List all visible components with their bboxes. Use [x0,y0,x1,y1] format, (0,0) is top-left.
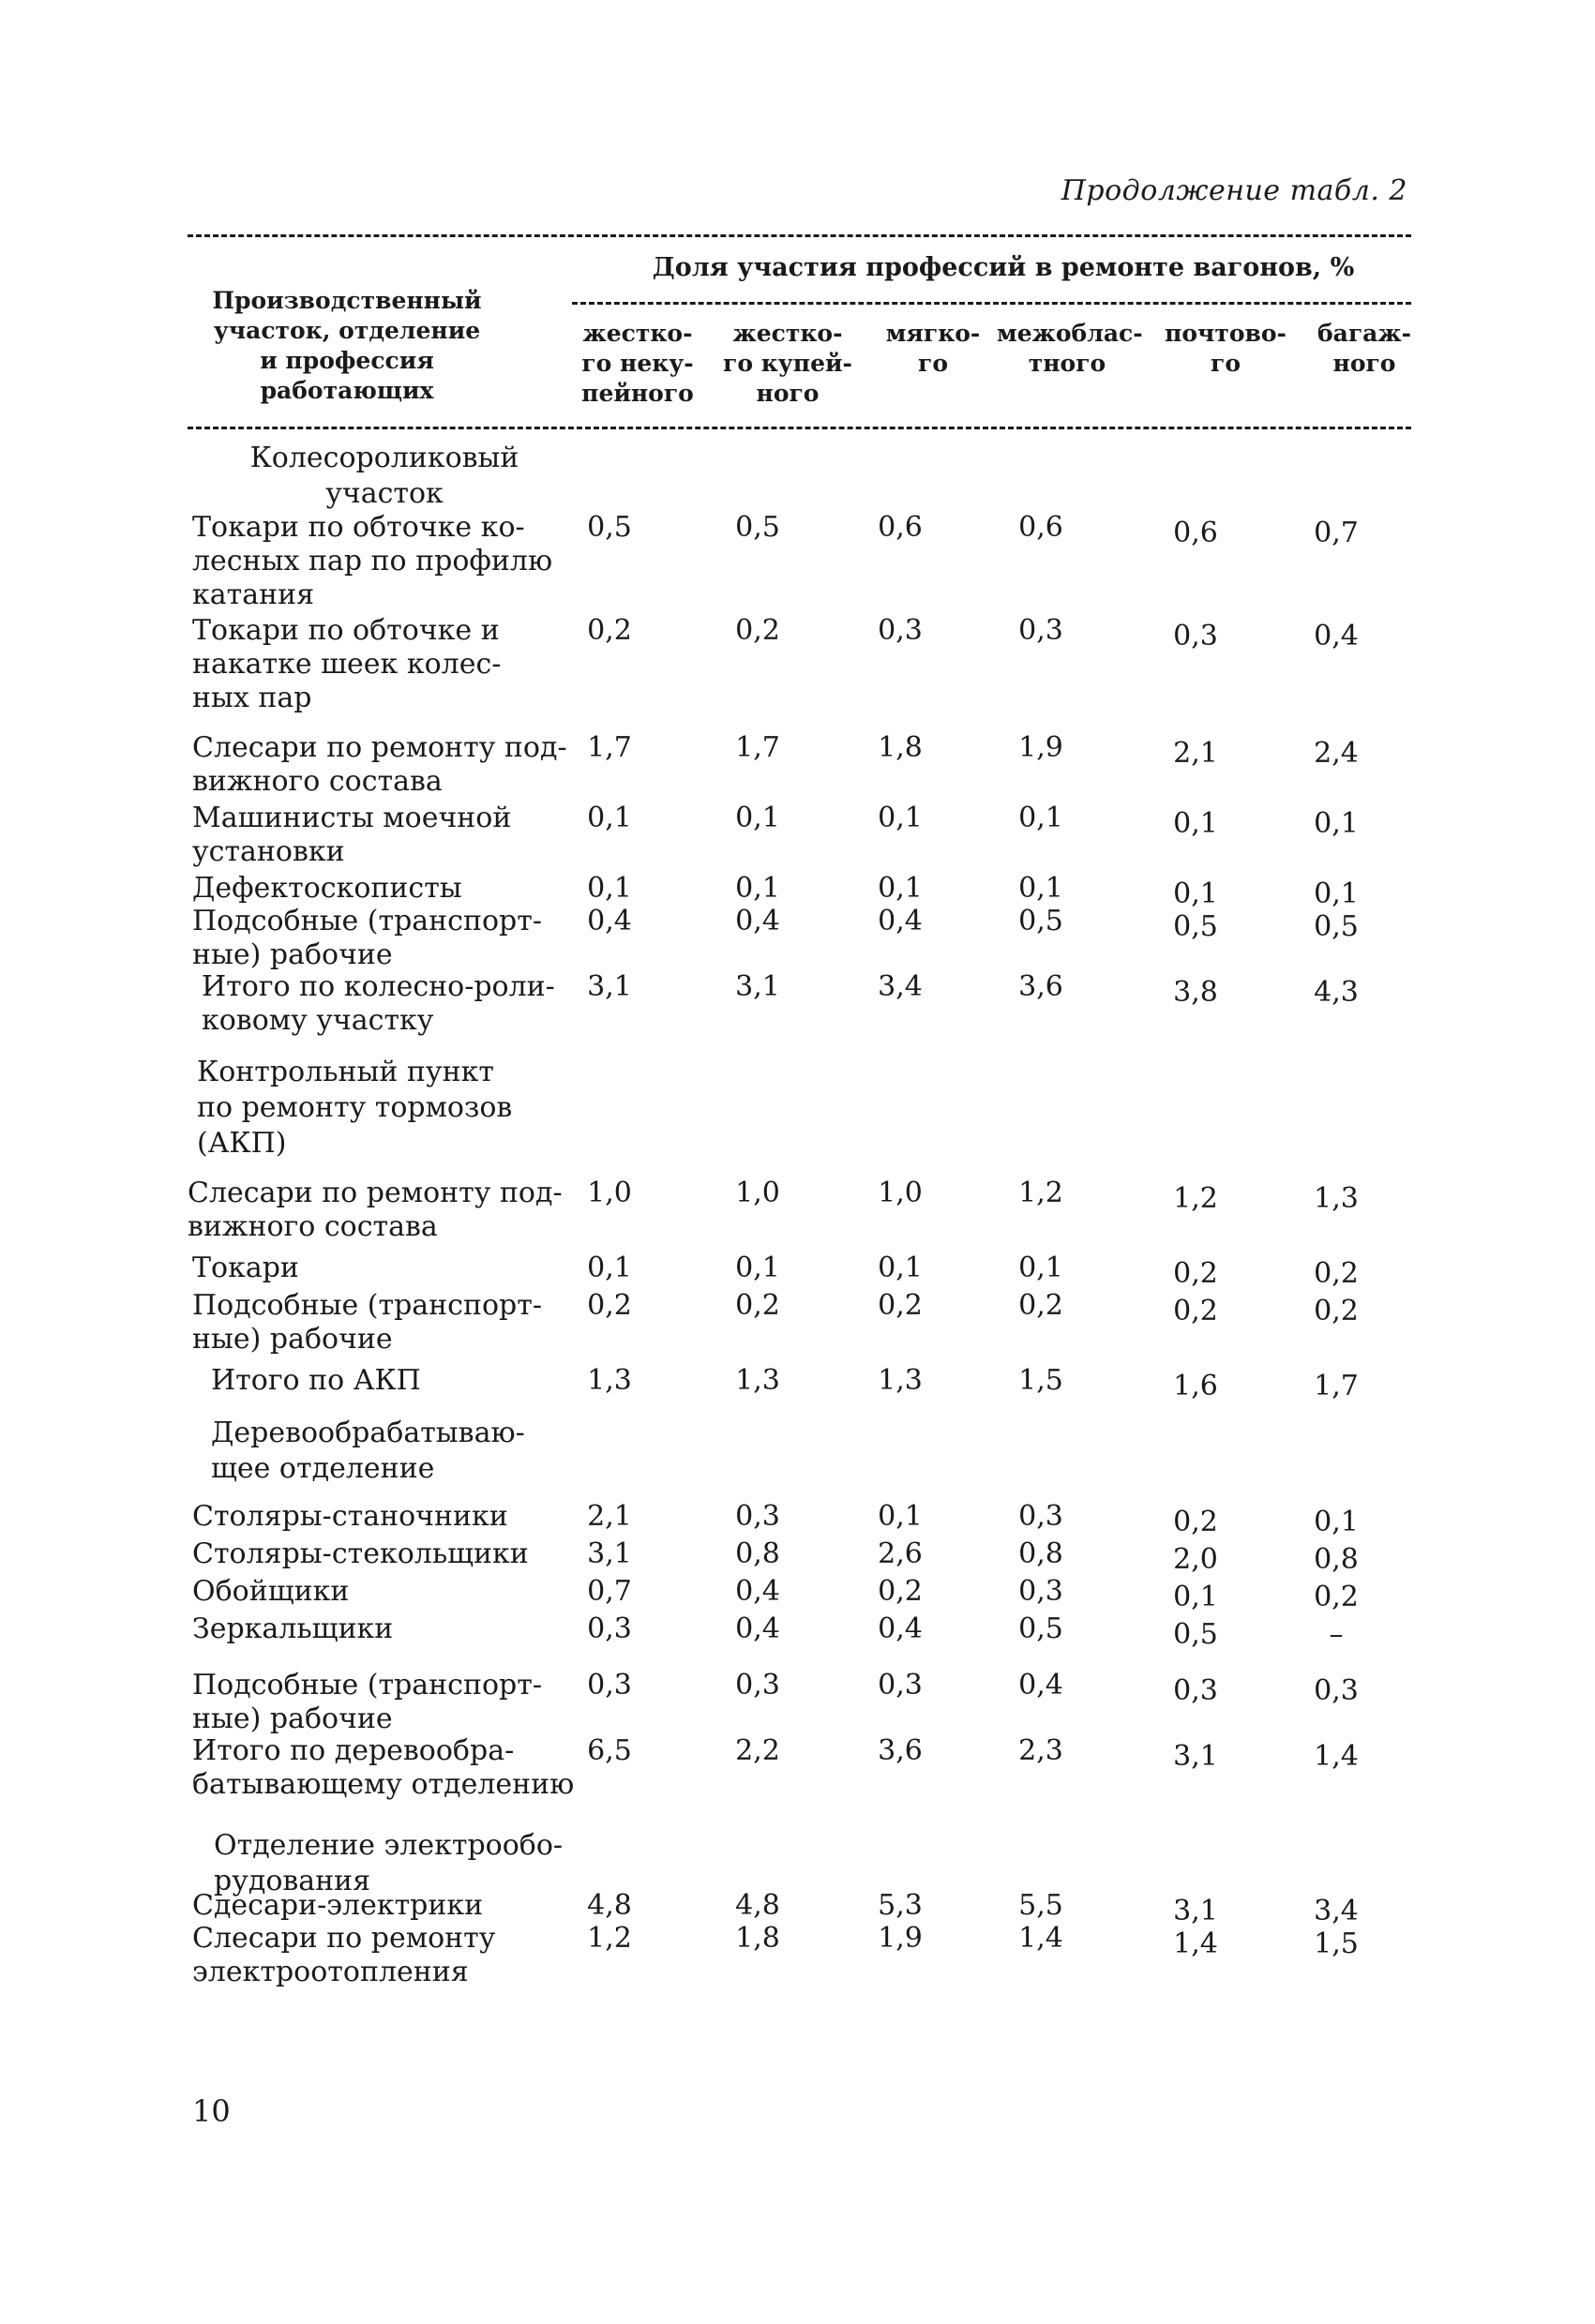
table-cell: 0,1 [878,872,923,905]
table-cell: 1,2 [587,1922,632,1955]
section-title: Деревообрабатываю- щее отделение [211,1417,525,1485]
table-cell: 0,2 [587,1289,632,1322]
table-cell: 0,1 [878,1500,923,1533]
table-cell: 1,8 [735,1922,780,1955]
table-cell: 1,7 [735,731,780,764]
table-cell: 4,8 [735,1889,780,1922]
table-cell: 0,1 [878,1252,923,1284]
table-cell: 1,4 [1173,1927,1218,1960]
table-cell: 1,0 [878,1177,923,1209]
table-cell: 0,4 [878,1612,923,1645]
table-cell: 2,6 [878,1537,923,1570]
table-cell: 4,3 [1314,976,1359,1009]
table-cell: 0,8 [1314,1543,1359,1576]
table-cell: 4,8 [587,1889,632,1922]
table-cell: 0,2 [1173,1295,1218,1327]
table-cell: 0,8 [1018,1537,1063,1570]
table-cell: 0,5 [1314,910,1359,943]
row-label: Слесари по ремонту электроотопления [192,1922,496,1988]
table-cell: 2,1 [1173,737,1218,770]
row-label: Итого по деревообра- батывающему отделению [192,1734,575,1801]
table-cell: 0,3 [878,614,923,647]
table-cell: 0,2 [878,1575,923,1608]
table-cell: 0,8 [735,1537,780,1570]
col-header-2: жестко- го купей- ного [723,320,852,407]
table-cell: 0,1 [1173,807,1218,840]
section-title: Отделение электрообо- рудования [214,1829,564,1897]
table-cell: 0,3 [1173,1674,1218,1707]
table-cell: 2,3 [1018,1734,1063,1767]
table-cell: 0,5 [1018,1612,1063,1645]
row-label: Зеркальщики [192,1612,394,1645]
table-cell: 0,3 [735,1500,780,1533]
table-cell: 5,5 [1018,1889,1063,1922]
table-cell: 3,4 [878,970,923,1003]
table-cell: 1,0 [735,1177,780,1209]
table-cell: 0,1 [1314,877,1359,910]
table-cell: 3,1 [587,970,632,1003]
table-cell: 0,1 [878,802,923,834]
table-cell: 0,2 [1314,1295,1359,1327]
row-label: Слесари по ремонту под- вижного состава [188,1177,563,1243]
table-cell: 1,5 [1018,1364,1063,1397]
table-cell: 0,2 [1018,1289,1063,1322]
table-cell: 0,5 [1173,1618,1218,1651]
table-cell: 0,1 [1173,1581,1218,1613]
table-cell: 2,2 [735,1734,780,1767]
row-label: Слесари по ремонту под- вижного состава [192,731,567,798]
table-cell: 1,8 [878,731,923,764]
table-cell: 2,1 [587,1500,632,1533]
table-cell: 2,0 [1173,1543,1218,1576]
table-cell: 0,3 [587,1612,632,1645]
table-cell: 0,2 [735,614,780,647]
table-cell: 0,6 [1018,511,1063,544]
row-label: Столяры-станочники [192,1500,508,1533]
table-cell: 0,1 [735,1252,780,1284]
row-label: Токари [192,1252,299,1284]
table-cell: 0,2 [735,1289,780,1322]
table-cell: 0,4 [1018,1669,1063,1702]
row-label: Машинисты моечной установки [192,802,512,868]
table-cell: 0,5 [1018,905,1063,937]
table-cell: 0,6 [878,511,923,544]
table-cell: 1,5 [1314,1927,1359,1960]
table-cell: 0,2 [587,614,632,647]
row-label: Обойщики [192,1575,350,1608]
table-cell: 1,3 [878,1364,923,1397]
table-cell: 0,4 [587,905,632,937]
table-cell: 0,3 [1018,614,1063,647]
row-label: Подсобные (транспорт- ные) рабочие [192,905,542,971]
table-cell: 0,3 [1018,1575,1063,1608]
table-cell: 3,8 [1173,976,1218,1009]
table-cell: 0,4 [878,905,923,937]
table-continuation-caption: Продолжение табл. 2 [1061,174,1407,207]
table-cell: 0,1 [587,802,632,834]
table-cell: 2,4 [1314,737,1359,770]
table-cell: 3,1 [1173,1895,1218,1927]
table-cell: 1,9 [878,1922,923,1955]
table-cell: 0,3 [735,1669,780,1702]
table-cell: 0,1 [735,802,780,834]
table-cell: 0,5 [587,511,632,544]
row-header: Производственный участок, отделение и профессия работающих [212,287,482,404]
table-cell: 1,6 [1173,1370,1218,1402]
row-label: Итого по АКП [211,1364,421,1397]
row-label: Подсобные (транспорт- ные) рабочие [192,1669,542,1735]
table-cell: 1,4 [1018,1922,1063,1955]
table-cell: 0,1 [1018,872,1063,905]
table-cell: 3,1 [735,970,780,1003]
table-cell: 0,1 [735,872,780,905]
table-cell: 1,7 [587,731,632,764]
table-cell: 3,6 [1018,970,1063,1003]
table-cell: 6,5 [587,1734,632,1767]
table-cell: 0,1 [1018,1252,1063,1284]
table-cell: 1,3 [735,1364,780,1397]
table-cell: 0,4 [735,1575,780,1608]
table-cell: 0,1 [1018,802,1063,834]
col-header-6: багаж- ного [1317,320,1411,377]
table-cell: 0,1 [1314,807,1359,840]
table-cell: 0,3 [587,1669,632,1702]
table-cell: 0,4 [735,905,780,937]
row-label: Токари по обточке ко- лесных пар по профилю катания [192,511,553,611]
table-cell: 0,1 [1314,1506,1359,1538]
row-label: Сдесари-электрики [192,1889,484,1922]
table-cell: 1,2 [1018,1177,1063,1209]
table-cell: 1,3 [1314,1182,1359,1215]
table-cell: 0,6 [1173,517,1218,549]
table-cell: 1,9 [1018,731,1063,764]
table-cell: 1,0 [587,1177,632,1209]
table-cell: 0,7 [1314,517,1359,549]
table-cell: – [1329,1618,1344,1651]
table-cell: 1,7 [1314,1370,1359,1402]
table-cell: 3,4 [1314,1895,1359,1927]
col-header-1: жестко- го неку- пейного [581,320,694,407]
table-cell: 0,2 [1173,1506,1218,1538]
table-cell: 0,1 [587,1252,632,1284]
table-cell: 0,3 [1314,1674,1359,1707]
table-cell: 1,4 [1314,1740,1359,1773]
table-cell: 5,3 [878,1889,923,1922]
table-cell: 1,3 [587,1364,632,1397]
section-title: Колесороликовый участок [249,442,519,510]
table-cell: 3,1 [1173,1740,1218,1773]
group-header: Доля участия профессий в ремонте вагонов, % [652,253,1355,282]
table-cell: 0,1 [587,872,632,905]
table-cell: 3,6 [878,1734,923,1767]
table-cell: 0,3 [1018,1500,1063,1533]
row-label: Дефектоскописты [192,872,462,905]
table-cell: 0,2 [1314,1581,1359,1613]
table-cell: 0,5 [735,511,780,544]
row-label: Столяры-стекольщики [192,1537,529,1570]
col-header-4: межоблас- тного [997,320,1143,377]
row-label: Итого по колесно-роли- ковому участку [202,970,555,1037]
table-cell: 0,7 [587,1575,632,1608]
table-cell: 3,1 [587,1537,632,1570]
table-cell: 0,4 [735,1612,780,1645]
page-number: 10 [192,2093,231,2129]
row-label: Токари по обточке и накатке шеек колес- ных пар [192,614,502,714]
table-cell: 0,3 [1173,620,1218,652]
section-title: Контрольный пункт по ремонту тормозов (АКП) [197,1056,513,1160]
table-cell: 0,2 [1173,1257,1218,1290]
col-header-5: почтово- го [1165,320,1287,377]
table-cell: 0,2 [1314,1257,1359,1290]
table-cell: 0,1 [1173,877,1218,910]
col-header-3: мягко- го [885,320,981,377]
table-cell: 0,2 [878,1289,923,1322]
row-label: Подсобные (транспорт- ные) рабочие [192,1289,542,1356]
table-cell: 0,5 [1173,910,1218,943]
table-cell: 1,2 [1173,1182,1218,1215]
table-cell: 0,3 [878,1669,923,1702]
table-cell: 0,4 [1314,620,1359,652]
